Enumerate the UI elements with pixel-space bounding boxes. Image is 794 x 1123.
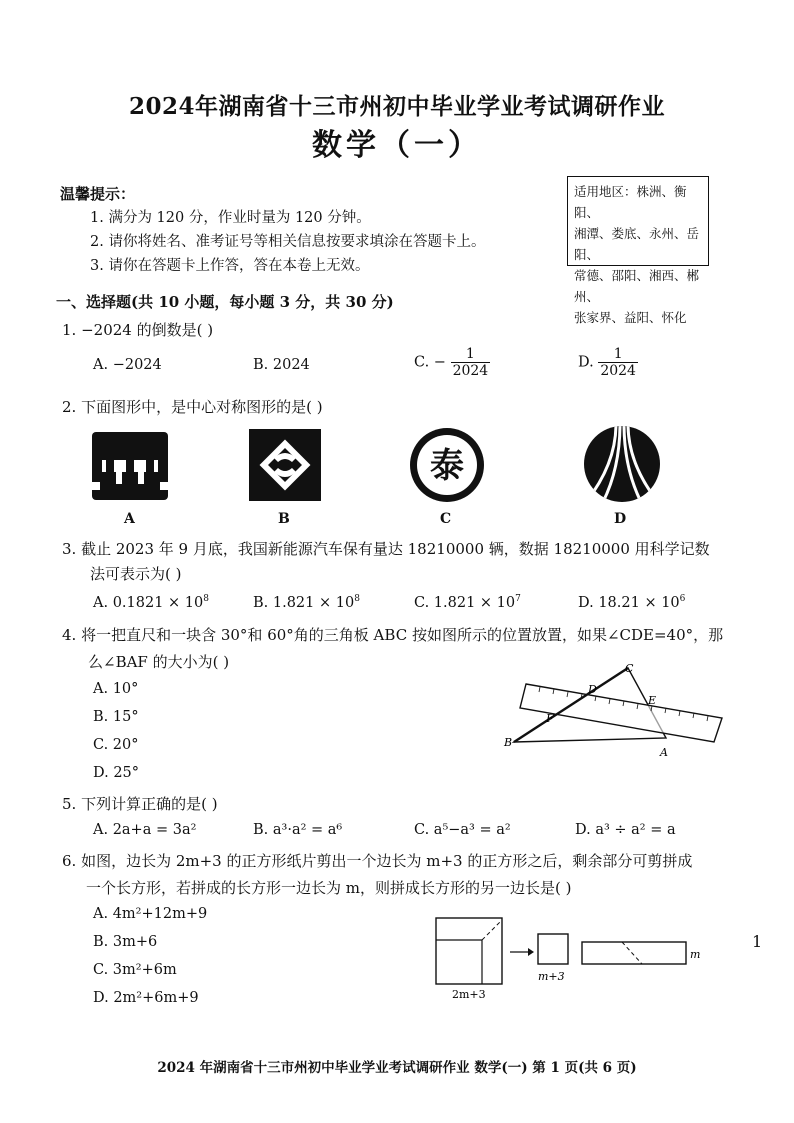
region-line-3: 常德、邵阳、湘西、郴州、 <box>574 268 700 304</box>
q5-option-b: B. a³·a² = a⁶ <box>253 822 343 838</box>
q6-figure <box>432 912 722 1004</box>
q2-stem: 2. 下面图形中，是中心对称图形的是( ) <box>62 398 323 416</box>
q3-option-d-exp: 6 <box>679 594 686 604</box>
q3-option-d <box>578 594 685 611</box>
q3-option-c <box>414 594 521 611</box>
q3-option-b-text: B. 1.821 × 10 <box>253 594 355 611</box>
q3-option-c-text: C. 1.821 × 10 <box>414 594 516 611</box>
q5-option-c: C. a⁵−a³ = a² <box>414 822 511 838</box>
q4-label-e: E <box>648 694 657 707</box>
q1-c-numerator: 1 <box>451 346 491 363</box>
q6-label-small: m+3 <box>538 970 565 983</box>
section-title: 一、选择题(共 10 小题，每小题 3 分，共 30 分) <box>56 293 394 311</box>
q6-label-big: 2m+3 <box>452 988 486 1001</box>
q6-small-square <box>538 934 568 964</box>
q5-option-d: D. a³ ÷ a² = a <box>575 822 676 838</box>
region-line-4: 张家界、益阳、怀化 <box>574 310 687 325</box>
q2-label-a: A <box>124 511 135 527</box>
q6-stem-line1: 6. 如图，边长为 2m+3 的正方形纸片剪出一个边长为 m+3 的正方形之后，剩余部分可剪拼成 <box>62 852 693 870</box>
q3-stem-line1: 3. 截止 2023 年 9 月底，我国新能源汽车保有量达 18210000 辆，数据 18210000 用科学记数 <box>62 540 710 558</box>
tip-item-1: 1. 满分为 120 分，作业时量为 120 分钟。 <box>90 210 371 226</box>
q6-label-rect: m <box>690 948 701 961</box>
q4-option-b: B. 15° <box>93 709 139 725</box>
q1-option-c-label: C. <box>414 354 430 371</box>
q3-option-b-exp: 8 <box>354 594 360 604</box>
q6-option-b: B. 3m+6 <box>93 934 158 950</box>
q4-label-c: C <box>625 662 634 675</box>
q1-d-numerator: 1 <box>598 346 638 363</box>
q2-figure-a <box>90 428 170 504</box>
q6-option-d: D. 2m²+6m+9 <box>93 990 199 1006</box>
margin-number: 1 <box>752 932 763 951</box>
q4-option-a: A. 10° <box>93 681 139 697</box>
q1-option-d <box>578 346 638 379</box>
q6-rectangle <box>582 942 686 964</box>
q5-option-a: A. 2a+a = 3a² <box>93 822 197 838</box>
q3-option-c-exp: 7 <box>515 594 521 604</box>
q6-option-a: A. 4m²+12m+9 <box>93 906 208 922</box>
q2-figure-d <box>582 424 662 504</box>
region-line-1: 适用地区：株洲、衡阳、 <box>574 184 687 220</box>
q6-option-c: C. 3m²+6m <box>93 962 177 978</box>
q1-stem: 1. −2024 的倒数是( ) <box>62 321 214 339</box>
q4-option-c: C. 20° <box>93 737 139 753</box>
region-line-2: 湘潭、娄底、永州、岳阳、 <box>574 226 700 262</box>
q3-option-a <box>93 594 209 611</box>
q2-figure-c <box>408 426 486 504</box>
q1-c-denominator: 2024 <box>452 363 489 379</box>
q3-option-a-exp: 8 <box>203 594 209 604</box>
q4-label-b: B <box>504 736 513 749</box>
q2-figure-c-char: 泰 <box>430 446 464 486</box>
q3-option-d-text: D. 18.21 × 10 <box>578 594 680 611</box>
q3-option-a-text: A. 0.1821 × 10 <box>93 594 204 611</box>
q1-option-a: A. −2024 <box>93 357 162 373</box>
q4-option-d: D. 25° <box>93 765 140 781</box>
q2-label-b: B <box>278 511 290 527</box>
q1-option-d-fraction <box>598 346 638 379</box>
q4-label-f: F <box>546 712 554 725</box>
q3-stem-line2: 法可表示为( ) <box>90 565 182 583</box>
q1-option-d-label: D. <box>578 354 594 371</box>
q6-stem-line2: 一个长方形，若拼成的长方形一边长为 m，则拼成长方形的另一边长是( ) <box>86 879 572 897</box>
q1-option-c-fraction <box>451 346 491 379</box>
subject-title: 数学（一） <box>312 128 482 163</box>
page-footer: 2024 年湖南省十三市州初中毕业学业考试调研作业 数学(一) 第 1 页(共 6 页) <box>157 1060 637 1076</box>
q4-stem-line2: 么∠BAF 的大小为( ) <box>88 653 230 671</box>
q4-label-a: A <box>660 746 668 759</box>
q5-stem: 5. 下列计算正确的是( ) <box>62 795 218 813</box>
q2-label-c: C <box>440 511 452 527</box>
q4-label-d: D <box>588 683 597 696</box>
q6-big-square <box>436 918 502 984</box>
tips-heading: 温馨提示： <box>60 185 136 203</box>
q3-option-b <box>253 594 360 611</box>
region-box <box>567 176 709 325</box>
exam-title: 2024年湖南省十三市州初中毕业学业考试调研作业 <box>128 93 665 120</box>
q1-option-c-sign: − <box>433 354 446 371</box>
q6-arrow-icon <box>528 948 534 956</box>
q2-label-d: D <box>614 511 627 527</box>
q1-d-denominator: 2024 <box>600 363 636 379</box>
q4-figure <box>500 660 730 760</box>
q2-figure-b <box>248 428 322 502</box>
q1-option-b: B. 2024 <box>253 357 310 373</box>
tip-item-3: 3. 请你在答题卡上作答，答在本卷上无效。 <box>90 258 370 274</box>
tip-item-2: 2. 请你将姓名、准考证号等相关信息按要求填涂在答题卡上。 <box>90 234 486 250</box>
q4-stem-line1: 4. 将一把直尺和一块含 30°和 60°角的三角板 ABC 按如图所示的位置放置，如果∠CDE=40°，那 <box>62 626 724 644</box>
q1-option-c <box>414 346 490 379</box>
